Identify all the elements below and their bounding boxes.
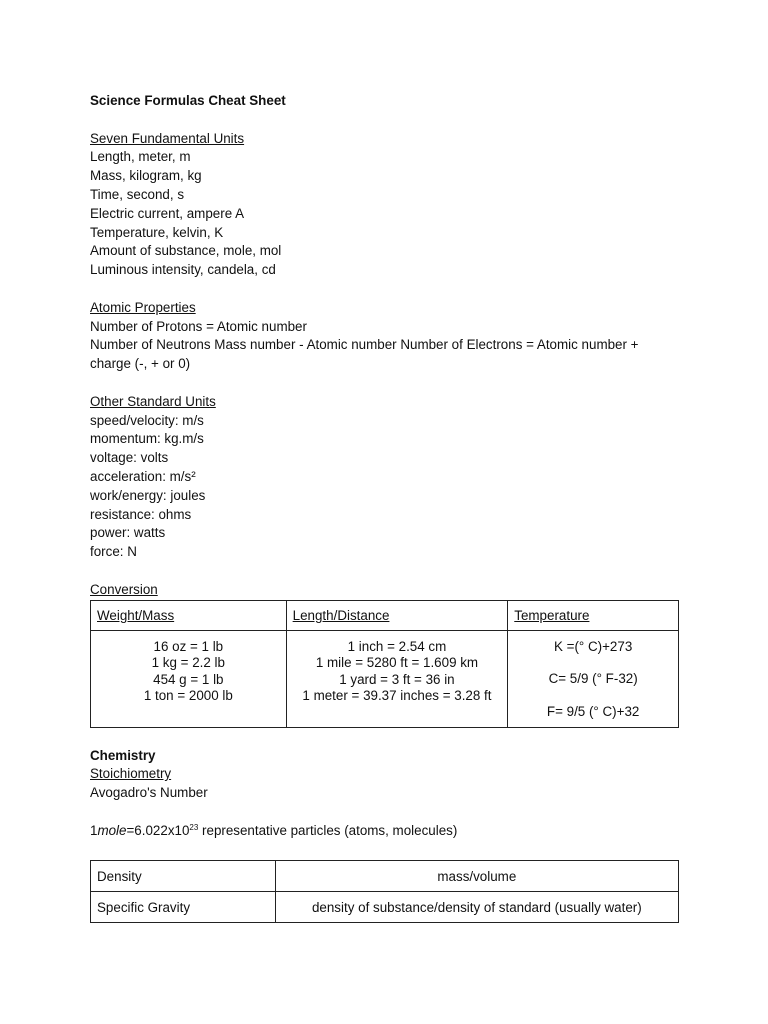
atomic-properties-heading: Atomic Properties: [90, 299, 196, 315]
document-body: [90, 92, 680, 923]
list-item: Electric current, ampere A: [90, 205, 245, 221]
list-item: Mass, kilogram, kg: [90, 168, 202, 184]
spacer: [90, 728, 680, 747]
column-header-length: Length/Distance: [286, 600, 508, 630]
conversion-line: 16 oz = 1 lb: [153, 638, 224, 654]
table-row: [91, 630, 679, 727]
temperature-formula: F= 9/5 (° C)+32: [546, 703, 640, 719]
other-units-heading: Other Standard Units: [90, 393, 216, 409]
conversion-line: 454 g = 1 lb: [153, 671, 224, 687]
weight-cell: [91, 630, 287, 727]
spacer: [90, 841, 680, 860]
temperature-cell: [508, 630, 679, 727]
temperature-formula: C= 5/9 (° F-32): [548, 671, 638, 687]
list-item: Length, meter, m: [90, 149, 191, 165]
list-item: power: watts: [90, 525, 166, 541]
column-header-weight: Weight/Mass: [91, 600, 287, 630]
conversion-table: [90, 600, 679, 728]
conversion-line: 1 kg = 2.2 lb: [151, 655, 225, 671]
mole-exponent: 23: [189, 822, 199, 832]
conversion-line: 1 inch = 2.54 cm: [347, 638, 447, 654]
atomic-line: Number of Protons = Atomic number: [90, 318, 307, 334]
spacer: [90, 803, 680, 822]
table-row: [91, 860, 679, 891]
list-item: work/energy: joules: [90, 487, 206, 503]
mole-formula: [90, 822, 680, 841]
list-item: Amount of substance, mole, mol: [90, 243, 282, 259]
conversion-heading: Conversion: [90, 581, 158, 597]
list-item: speed/velocity: m/s: [90, 412, 204, 428]
conversion-line: 1 ton = 2000 lb: [143, 688, 233, 704]
other-units-list: [90, 412, 680, 562]
conversion-line: 1 mile = 5280 ft = 1.609 km: [315, 655, 479, 671]
density-value: mass/volume: [275, 860, 678, 891]
length-cell: [286, 630, 508, 727]
mole-value: =6.022x10: [126, 822, 190, 838]
table-header-row: [91, 600, 679, 630]
atomic-line: Number of Neutrons Mass number - Atomic number Number of Electrons = Atomic number +: [90, 337, 639, 353]
stoichiometry-heading: Stoichiometry: [90, 766, 172, 782]
list-item: Time, second, s: [90, 186, 185, 202]
mole-word: mole: [97, 822, 127, 838]
list-item: voltage: volts: [90, 450, 169, 466]
mole-suffix: representative particles (atoms, molecules): [198, 822, 458, 838]
conversion-line: 1 yard = 3 ft = 36 in: [339, 671, 455, 687]
atomic-line: charge (-, + or 0): [90, 356, 191, 372]
chemistry-heading: Chemistry: [90, 747, 156, 763]
spacer: [90, 111, 680, 130]
list-item: resistance: ohms: [90, 506, 192, 522]
list-item: force: N: [90, 544, 137, 560]
list-item: Luminous intensity, candela, cd: [90, 262, 276, 278]
list-item: momentum: kg.m/s: [90, 431, 204, 447]
spacer: [90, 374, 680, 393]
spacer: [90, 562, 680, 581]
fundamental-units-heading: Seven Fundamental Units: [90, 130, 245, 146]
spacer: [90, 280, 680, 299]
list-item: acceleration: m/s²: [90, 468, 196, 484]
specific-gravity-value: density of substance/density of standard (usually water): [275, 891, 678, 922]
table-row: [91, 891, 679, 922]
fundamental-units-list: [90, 148, 680, 280]
conversion-line: 1 meter = 39.37 inches = 3.28 ft: [302, 688, 492, 704]
list-item: Temperature, kelvin, K: [90, 224, 224, 240]
specific-gravity-label: Specific Gravity: [91, 891, 276, 922]
density-table: [90, 860, 679, 923]
column-header-temperature: Temperature: [508, 600, 679, 630]
density-label: Density: [91, 860, 276, 891]
temperature-formula: K =(° C)+273: [553, 638, 633, 654]
avogadro-label: Avogadro's Number: [90, 785, 208, 801]
page-title: Science Formulas Cheat Sheet: [90, 93, 286, 108]
mole-prefix: 1: [90, 822, 98, 838]
